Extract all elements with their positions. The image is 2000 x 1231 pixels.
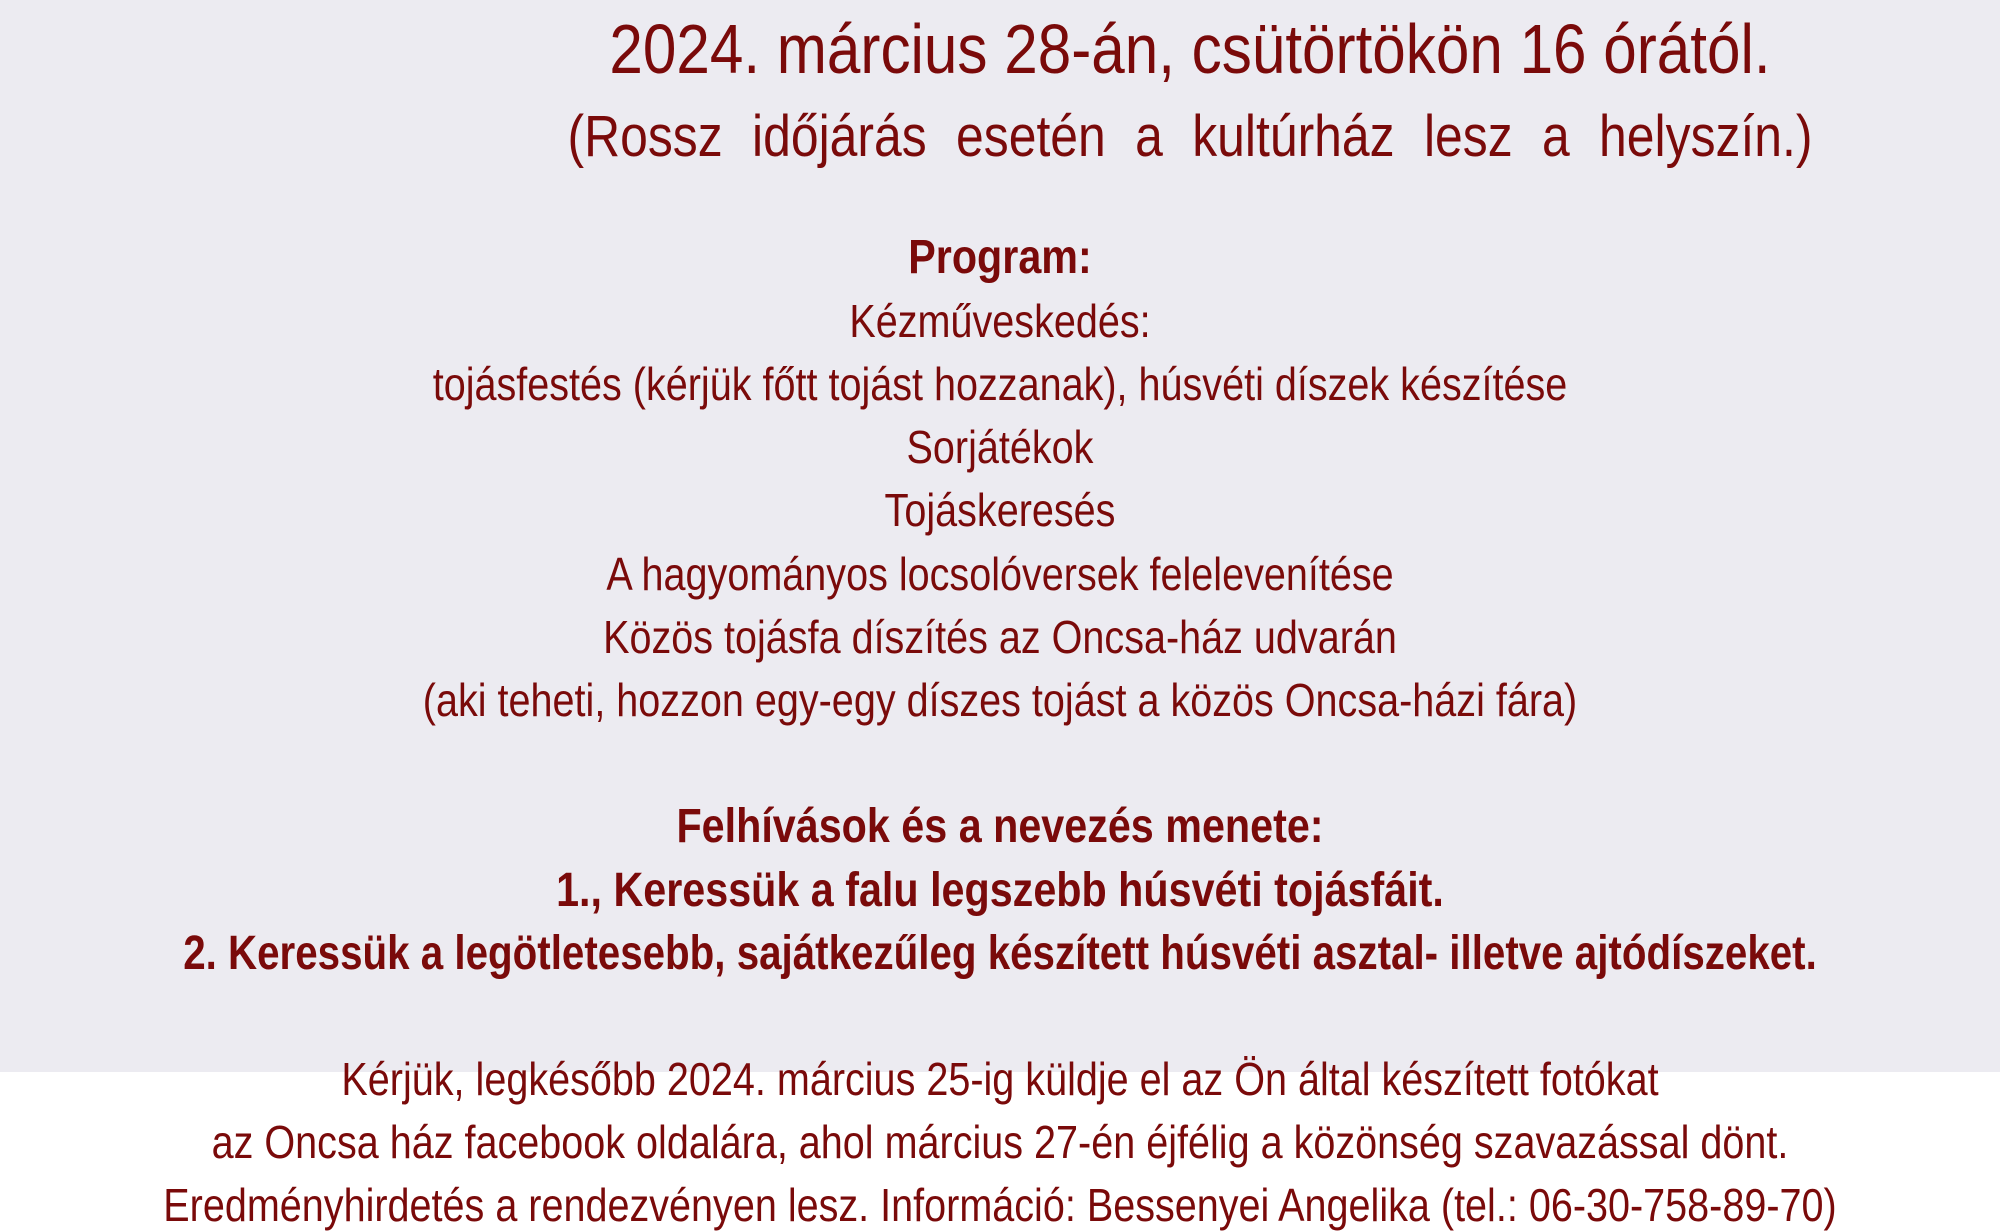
results-info-note: Eredményhirdetés a rendezvényen lesz. Információ: Bessenyei Angelika (tel.: 06-30-758-89-70) <box>163 1179 1837 1231</box>
program-item: Közös tojásfa díszítés az Oncsa-ház udvarán <box>603 611 1397 663</box>
call-item: 2. Keressük a legötletesebb, sajátkezűleg készített húsvéti asztal- illetve ajtódíszeket. <box>183 927 1817 980</box>
call-item: 1., Keressük a falu legszebb húsvéti tojásfáit. <box>556 864 1444 917</box>
submission-note: az Oncsa ház facebook oldalára, ahol március 27-én éjfélig a közönség szavazással dönt. <box>211 1116 1789 1168</box>
program-item: Tojáskeresés <box>884 484 1116 536</box>
event-date-line: 2024. március 28-án, csütörtökön 16 órától. <box>609 10 1771 88</box>
calls-heading: Felhívások és a nevezés menete: <box>676 800 1324 853</box>
program-item: A hagyományos locsolóversek felelevenítése <box>606 548 1394 600</box>
bad-weather-note: (Rossz időjárás esetén a kultúrház lesz a helyszín.) <box>567 104 1813 169</box>
program-item: tojásfestés (kérjük főtt tojást hozzanak), húsvéti díszek készítése <box>432 358 1568 410</box>
program-heading: Program: <box>908 231 1092 284</box>
program-item: Sorjátékok <box>906 421 1094 473</box>
submission-note: Kérjük, legkésőbb 2024. március 25-ig küldje el az Ön által készített fotókat <box>341 1053 1659 1105</box>
program-item: (aki teheti, hozzon egy-egy díszes tojást a közös Oncsa-házi fára) <box>422 674 1578 726</box>
program-item: Kézműveskedés: <box>849 295 1151 347</box>
